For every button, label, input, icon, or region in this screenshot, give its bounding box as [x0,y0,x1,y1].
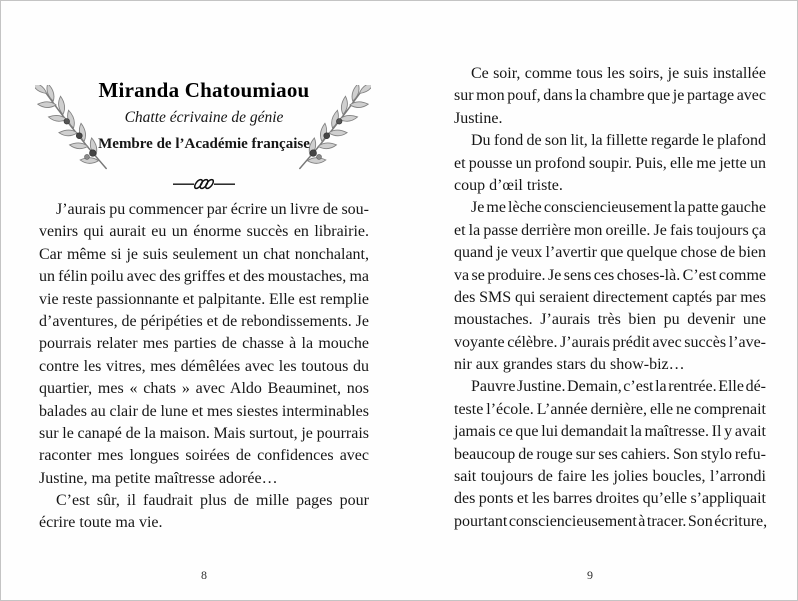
paragraph [454,130,766,197]
text-line: pourrais relater mes parties de chasse à la mouche [39,335,369,353]
text-line: sur le canapé de la maison. Mais surtout, je pourrais [39,424,370,442]
page-left [39,1,369,600]
text-line: jamais ce que lui demandait la maîtresse. Il y avait [454,423,767,441]
text-line: nir aux grandes stars du show-biz… [454,356,685,374]
text-line: Je me lèche consciencieusement la patte gauche [471,199,767,217]
text-line: sait toujours de faire les jolies boucles, l’arrondi [454,468,766,486]
text-line: Du fond de son lit, la fillette regarde le plafond [471,132,767,150]
text-line: Ce soir, comme tous les soirs, je suis installée [471,65,766,82]
rope-twist-divider-icon [172,177,236,191]
text-line: C’est sûr, il faudrait plus de mille pages pour [56,492,369,510]
text-line: écrire toute ma vie. [39,514,163,532]
text-line: Pauvre Justine. Demain, c’est la rentrée. Elle dé- [471,378,767,396]
right-page-text [454,63,766,533]
paragraph [39,490,369,535]
left-page-text [39,199,369,535]
text-line: J’aurais pu commencer par écrire un livre de sou- [56,201,369,218]
text-line: voyante célèbre. J’aurais prédit avec succès l’ave- [454,333,766,351]
text-line: moustaches. J’aurais très bien pu devenir une [454,311,766,329]
text-line: beaucoup de rouge sur ses cahiers. Son stylo refu- [454,445,766,463]
page-number-left: 8 [201,568,207,582]
page-right [454,1,766,600]
text-line: pourtant consciencieusement à tracer. Son écriture, [454,512,768,530]
text-line: des SMS qui seraient directement captés par mes [454,288,766,306]
text-line: des ponts et les barres droites qu’elle s’appliquait [454,490,766,508]
text-line: Justine. [454,109,503,127]
paragraph [39,199,369,490]
text-line: sur mon pouf, dans la chambre que je partage avec [454,87,767,105]
text-line: Car même si je suis seulement un chat nonchalant, [39,245,369,263]
text-line: un félin poilu avec des griffes et des moustaches, ma [39,268,369,286]
paragraph [454,63,766,130]
author-subtitle: Chatte écrivaine de génie [124,109,284,126]
text-line: Justine, ma petite maîtresse adorée… [39,469,278,487]
text-line: venirs qui aurait eu un énorme succès en librairie. [39,223,369,241]
text-line: quand je veux l’avertir que quelque chose de bien [454,244,766,262]
text-line: raconter mes longues soirées de confidences avec [39,447,369,465]
text-line: va se produire. Je sens ces choses-là. C’est comme [454,266,766,284]
text-line: d’aventures, de péripéties et de rebondissements. Je [39,312,369,330]
text-line: teste l’école. L’année dernière, elle ne comprenait [454,400,766,418]
text-line: coup d’œil triste. [454,176,563,194]
paragraph [454,376,766,533]
author-name: Miranda Chatoumiaou [98,78,310,102]
paragraph [454,197,766,376]
text-line: vie reste passionnante et palpitante. Elle est remplie [39,290,370,308]
author-affiliation: Membre de l’Académie française [98,136,310,152]
text-line: balades au clair de lune et mes siestes interminables [39,402,369,420]
text-line: quartier, mes « chats » avec Aldo Beauminet, nos [39,380,369,398]
page-number-right: 9 [587,568,593,582]
text-line: et pousse un profond soupir. Puis, elle me jette un [454,154,767,172]
text-line: et la passe derrière mon oreille. Je fais toujours ça [454,221,766,239]
text-line: contre les vitres, mes démêlées avec les toutous du [39,357,369,375]
